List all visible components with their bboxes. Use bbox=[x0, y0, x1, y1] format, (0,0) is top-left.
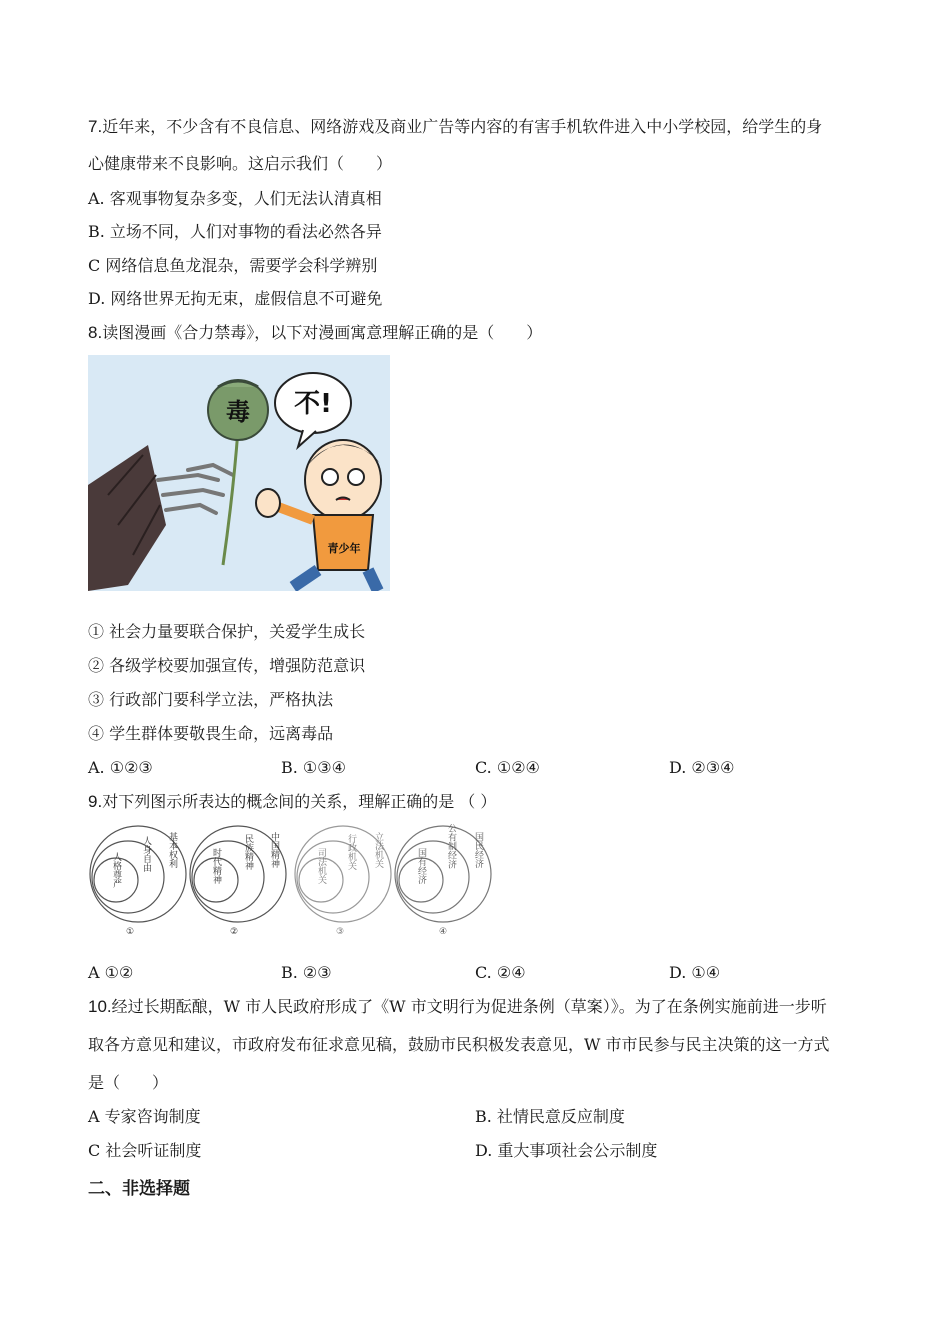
d2-middle: 民族精神 bbox=[243, 834, 253, 870]
venn-diagram-3 bbox=[295, 826, 391, 937]
bubble-text: 不! bbox=[294, 389, 332, 419]
q8-stem bbox=[88, 323, 542, 343]
q9-option-a: A ①② bbox=[88, 963, 134, 982]
shirt-label: 青少年 bbox=[327, 542, 361, 555]
q8-number: 8. bbox=[88, 323, 103, 342]
q8-statement-1: ① 社会力量要联合保护，关爱学生成长 bbox=[88, 622, 366, 641]
q8-stem-text: 读图漫画《合力禁毒》，以下对漫画寓意理解正确的是（ ） bbox=[102, 323, 543, 342]
concept-diagrams bbox=[88, 822, 498, 948]
q9-option-d: D. ①④ bbox=[669, 963, 721, 982]
q7-option-b: B. 立场不同，人们对事物的看法必然各异 bbox=[88, 222, 382, 241]
q10-stem-text: 经过长期酝酿，W 市人民政府形成了《W 市文明行为促进条例（草案）》。为了在条例实施前进一步听 bbox=[111, 997, 827, 1016]
d4-outer: 国民经济 bbox=[473, 832, 483, 868]
venn-diagram-1 bbox=[90, 826, 186, 937]
q10-number: 10. bbox=[88, 997, 112, 1016]
d4-label: ④ bbox=[438, 927, 448, 937]
q7-option-a: A. 客观事物复杂多变，人们无法认清真相 bbox=[88, 189, 382, 208]
d3-outer: 立法机关 bbox=[373, 832, 383, 868]
section-heading-non-choice: 二、非选择题 bbox=[88, 1179, 190, 1199]
q7-stem-line1 bbox=[88, 117, 822, 137]
q9-option-b: B. ②③ bbox=[281, 963, 332, 982]
q10-option-a: A 专家咨询制度 bbox=[88, 1107, 201, 1126]
q7-option-c: C 网络信息鱼龙混杂，需要学会科学辨别 bbox=[88, 256, 378, 275]
q10-option-b: B. 社情民意反应制度 bbox=[475, 1107, 625, 1126]
q7-stem-line2: 心健康带来不良影响。这启示我们（ ） bbox=[88, 154, 393, 173]
q9-option-c: C. ②④ bbox=[475, 963, 526, 982]
d2-outer: 中国精神 bbox=[269, 832, 279, 868]
q10-option-d: D. 重大事项社会公示制度 bbox=[475, 1141, 658, 1160]
q10-option-c: C 社会听证制度 bbox=[88, 1141, 202, 1160]
q7-stem-text: 近年来，不少含有不良信息、网络游戏及商业广告等内容的有害手机软件进入中小学校园，给学生的身 bbox=[102, 117, 823, 136]
q8-option-a: A. ①②③ bbox=[88, 758, 153, 777]
q10-stem-line1 bbox=[88, 997, 827, 1017]
q9-stem-text: 对下列图示所表达的概念间的关系，理解正确的是 （ ） bbox=[102, 792, 497, 811]
q10-stem-line3: 是（ ） bbox=[88, 1073, 169, 1092]
d3-middle: 行政机关 bbox=[346, 834, 356, 870]
q7-number: 7. bbox=[88, 117, 103, 136]
venn-diagram-4 bbox=[395, 823, 491, 937]
q8-option-c: C. ①②④ bbox=[475, 758, 540, 777]
d3-label: ③ bbox=[335, 927, 345, 937]
d1-middle: 人身自由 bbox=[141, 836, 151, 872]
d3-inner: 司法机关 bbox=[316, 848, 326, 884]
d2-label: ② bbox=[229, 927, 239, 937]
q8-statement-3: ③ 行政部门要科学立法，严格执法 bbox=[88, 690, 334, 709]
d1-inner: 人格尊严 bbox=[111, 852, 121, 888]
q10-stem-line2: 取各方意见和建议，市政府发布征求意见稿，鼓励市民积极发表意见，W 市市民参与民主决策的这一方式 bbox=[88, 1035, 830, 1054]
d4-inner: 国有经济 bbox=[416, 848, 426, 884]
poppy-pod-icon bbox=[208, 380, 268, 440]
q8-option-d: D. ②③④ bbox=[669, 758, 735, 777]
q9-stem bbox=[88, 792, 496, 812]
cartoon-image bbox=[88, 355, 390, 591]
pod-label: 毒 bbox=[226, 398, 250, 426]
q7-option-d: D. 网络世界无拘无束，虚假信息不可避免 bbox=[88, 289, 383, 308]
q8-statement-2: ② 各级学校要加强宣传，增强防范意识 bbox=[88, 656, 366, 675]
d2-inner: 时代精神 bbox=[211, 848, 221, 884]
d1-label: ① bbox=[125, 927, 135, 937]
q8-option-b: B. ①③④ bbox=[281, 758, 346, 777]
q9-number: 9. bbox=[88, 792, 103, 811]
d4-middle: 公有制经济 bbox=[446, 823, 456, 869]
d1-outer: 基本权利 bbox=[167, 832, 177, 868]
q8-statement-4: ④ 学生群体要敬畏生命，远离毒品 bbox=[88, 724, 334, 743]
venn-diagram-2 bbox=[190, 826, 286, 937]
